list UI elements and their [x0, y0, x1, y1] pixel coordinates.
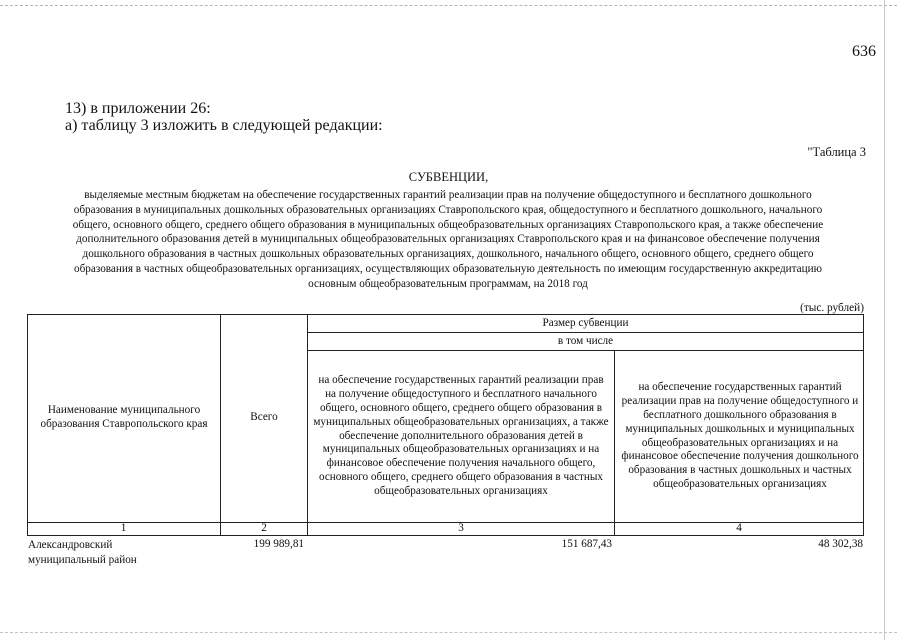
table-row-municipality	[28, 538, 198, 568]
table-border-right	[863, 314, 864, 536]
header-general-education: на обеспечение государственных гарантий реализации прав на получение общедоступного и бесплатного начального общего, основного общего, среднего общего образования в муниципальных общеобразовательных организациях, а также обеспечение дополнительного образования детей в муниципальных общеобразовательных организациях и на финансовое обеспечение получения начального общего, основного общего, среднего общего образования в частных общеобразовательных организациях	[313, 373, 609, 498]
column-number-1: 1	[120, 522, 127, 535]
column-number-2: 2	[261, 522, 267, 535]
municipality-name-line: Александровский	[28, 539, 113, 551]
document-subtitle	[28, 188, 868, 292]
header-total: Всего	[250, 411, 278, 424]
subtitle-line: дополнительного образования детей в муниципальных общеобразовательных организациях Ставропольского края и на финансовое обеспечение получения	[76, 233, 820, 246]
subtitle-line: выделяемые местным бюджетам на обеспечение государственных гарантий реализации прав на получение общедоступного и бесплатного дошкольного	[84, 189, 812, 201]
table-row-preschool-education: 48 302,38	[818, 538, 863, 550]
subtitle-line: образования в частных общеобразовательных организациях, осуществляющих образовательную деятельность по имеющим государственную аккредитацию	[74, 262, 822, 275]
page-number: 636	[852, 43, 876, 60]
subtitle-line: образования в муниципальных дошкольных образовательных организациях Ставропольского края, общедоступного и бесплатного дошкольного, начального	[73, 203, 823, 216]
scan-bottom-rule	[0, 632, 897, 633]
scan-top-rule	[0, 5, 897, 6]
units-label: (тыс. рублей)	[800, 302, 864, 314]
scan-right-edge	[884, 0, 885, 640]
table-border-left	[27, 314, 28, 536]
header-preschool-education: на обеспечение государственных гарантий реализации прав на получение общедоступного и бесплатного дошкольного образования в муниципальных дошкольных и муниципальных общеобразовательных организациях и на финансовое обеспечение получения дошкольного образования в частных дошкольных и частных общеобразовательных организациях	[621, 380, 859, 491]
table-col-divider-3	[614, 350, 615, 536]
column-number-3: 3	[458, 522, 464, 535]
subtitle-line: дошкольного образования в частных дошкольных образовательных организациях, дошкольного, начального общего, основного общего, среднего общего	[82, 248, 814, 261]
table-row-total: 199 989,81	[253, 538, 304, 550]
document-title: СУБВЕНЦИИ,	[408, 170, 489, 184]
municipality-name-line: муниципальный район	[28, 554, 137, 566]
column-number-4: 4	[736, 522, 742, 535]
intro-line-2: а) таблицу 3 изложить в следующей редакции:	[65, 117, 383, 134]
subtitle-line: общего, основного общего, среднего общего образования в муниципальных общеобразовательных организациях Ставропольского края, а также обеспечение	[72, 218, 824, 231]
header-including: в том числе	[557, 334, 614, 347]
subsidies-table	[27, 314, 864, 536]
intro-line-1: 13) в приложении 26:	[65, 100, 211, 117]
table-reference: "Таблица 3	[807, 145, 866, 159]
header-municipality: Наименование муниципального образования Ставропольского края	[40, 404, 208, 430]
header-subsidy-size: Размер субвенции	[542, 316, 629, 329]
table-row-general-education: 151 687,43	[561, 538, 612, 550]
subtitle-line: основным общеобразовательным программам, на 2018 год	[308, 277, 588, 290]
